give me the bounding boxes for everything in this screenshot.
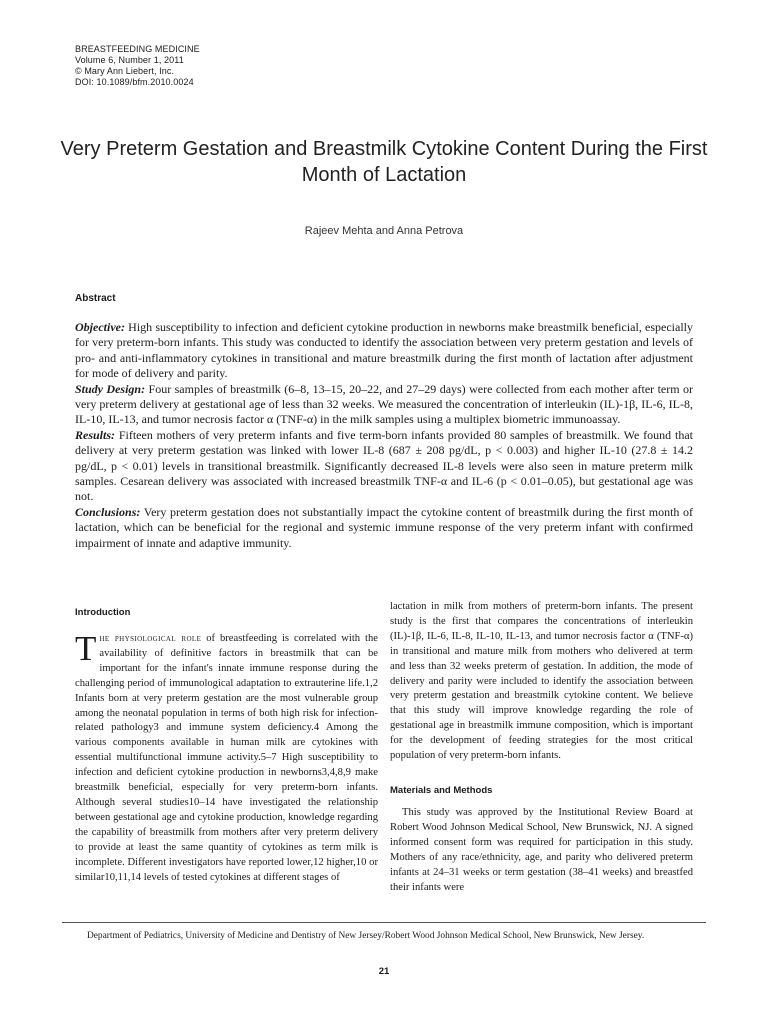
journal-doi: DOI: 10.1089/bfm.2010.0024 [75,77,194,87]
abstract-label: Study Design: [75,381,146,396]
abstract-results [75,428,693,505]
abstract-heading: Abstract [75,293,116,304]
introduction-heading: Introduction [75,607,131,618]
introduction-paragraph [75,629,378,885]
article-authors: Rajeev Mehta and Anna Petrova [304,225,464,237]
abstract-label: Results: [75,427,116,442]
journal-name: BREASTFEEDING MEDICINE [75,44,200,54]
abstract-text: Fifteen mothers of very preterm infants and five term-born infants provided 80 samples of breastmilk. We found that delivery at very preterm gestation was linked with lower IL-8 (687 ± 208 pg/dL, p < 0.003) and higher IL-10 (27.8 ± 14.2 pg/dL, p < 0.01) levels in transitional breastmilk. Significantly decreased IL-8 levels were also seen in mature preterm milk samples. Cesarean delivery was associated with increased breastmilk TNF-α and IL-6 (p < 0.01–0.05), but gestational age was not. [75,427,693,504]
abstract-study-design [75,382,693,428]
journal-copyright: © Mary Ann Liebert, Inc. [75,66,175,76]
abstract-body [75,320,693,551]
article-title: Very Preterm Gestation and Breastmilk Cytokine Content During the First Month of Lactation [60,138,708,186]
page-number: 21 [378,966,390,977]
methods-paragraph: This study was approved by the Institutional Review Board at Robert Wood Johnson Medical School, New Brunswick, NJ. A signed informed consent form was required for participation in this study. Mothers of any race/ethnicity, age, and parity who delivered preterm infants at 24–31 weeks or term gestation (38–41 weeks) and breastfed their infants were [390,806,693,893]
abstract-objective [75,320,693,382]
abstract-label: Objective: [75,320,125,334]
body-column-right [390,600,693,895]
abstract-text: Very preterm gestation does not substantially impact the cytokine content of breastmilk during the first month of lactation, which can be beneficial for the regional and systemic immune response of the very preterm infant with confirmed impairment of innate and adaptive immunity. [75,504,693,550]
abstract-text: High susceptibility to infection and deficient cytokine production in newborns make breastmilk beneficial, especially for very preterm-born infants. This study was conducted to identify the association between very preterm gestation and levels of pro- and anti-inflammatory cytokines in transitional and mature breastmilk during the first month of lactation after adjustment for mode of delivery and parity. [75,320,693,381]
journal-volume: Volume 6, Number 1, 2011 [75,55,184,65]
introduction-continuation: lactation in milk from mothers of preterm-born infants. The present study is the first that compares the concentrations of interleukin (IL)-1β, IL-6, IL-8, IL-10, IL-13, and tumor necrosis factor α (TNF-α) in transitional and mature milk from mothers who delivered at term and less than 32 weeks preterm of gestation. In addition, the mode of delivery and parity were included to identify the association between very preterm gestation and breastmilk cytokine content. We believe that this study will improve knowledge regarding the role of gestational age in breastmilk immune composition, which is important for the development of feeding strategies for the most critical population of very preterm-born infants. [390,601,693,762]
footnote-divider [62,922,706,923]
methods-heading: Materials and Methods [390,784,493,796]
body-column-left [75,600,378,885]
journal-masthead [75,44,200,88]
abstract-label: Conclusions: [75,504,141,519]
abstract-conclusions [75,505,693,551]
intro-lead-smallcaps: he physiological role [99,633,202,644]
abstract-text: Four samples of breastmilk (6–8, 13–15, 20–22, and 27–29 days) were collected from each mother after term or very preterm delivery at gestational age of less than 32 weeks. We measured the concentration of interleukin (IL)-1β, IL-6, IL-8, IL-10, IL-13, and tumor necrosis factor α (TNF-α) in the milk samples using a multiplex biometric immunoassay. [75,381,693,427]
intro-text: of breastfeeding is correlated with the availability of definitive factors in breastmilk that can be important for the infant's innate immune response during the challenging period of immunological adaptation to extrauterine life.1,2 Infants born at very preterm gestation are the most vulnerable group among the neonatal population in terms of both high risk for infection-related pathology3 and immune system deficiency.4 Among the various components available in human milk are cytokines with essential multifunctional immune activity.5–7 High susceptibility to infection and deficient cytokine production in newborns3,4,8,9 make breastmilk beneficial, especially for very preterm-born infants. Although several studies10–14 have investigated the relationship between gestational age and cytokine production, knowledge regarding the capability of breastmilk from mothers after very preterm delivery to provide at least the same quantity of cytokines as term milk is incomplete. Different investigators have reported lower,12 higher,10 or similar10,11,14 levels of tested cytokines at different stages of [75,633,378,883]
drop-cap: T [75,629,97,668]
affiliation-footnote: Department of Pediatrics, University of Medicine and Dentistry of New Jersey/Robert Wood Johnson Medical School, New Brunswick, New Jersey. [87,931,645,941]
